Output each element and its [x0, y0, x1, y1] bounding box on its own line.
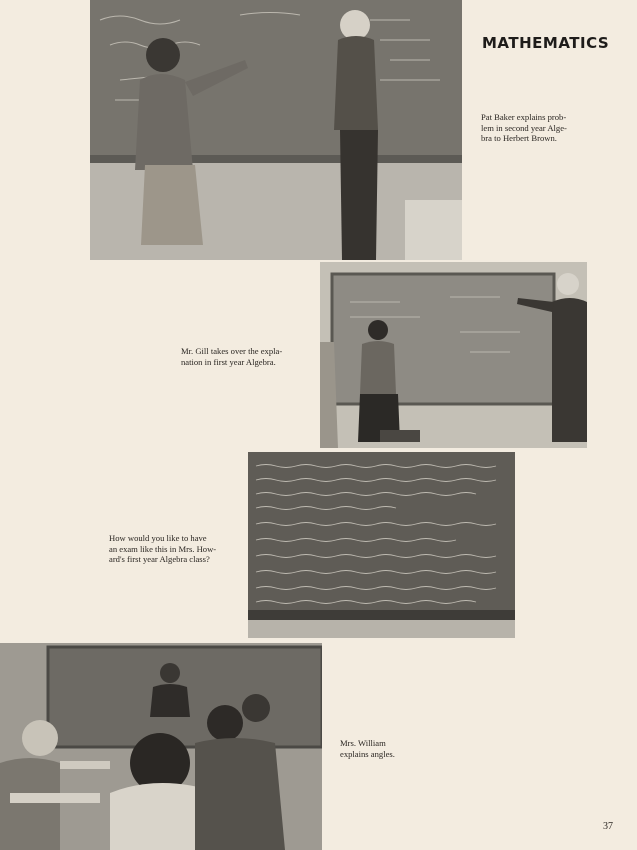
caption-photo1: Pat Baker explains prob- lem in second year Alge- bra to Herbert Brown.	[481, 112, 567, 144]
photo-mrs-william-class	[0, 643, 322, 850]
section-title: MATHEMATICS	[482, 34, 610, 52]
caption-photo2: Mr. Gill takes over the expla- nation in first year Algebra.	[181, 346, 283, 367]
page-number: 37	[603, 821, 613, 832]
photo-pat-baker-herbert-brown	[90, 0, 462, 260]
caption-photo4: Mrs. William explains angles.	[340, 738, 395, 759]
caption-photo3: How would you like to have an exam like this in Mrs. How- ard's first year Algebra class?	[109, 533, 217, 565]
photo-exam-blackboard	[248, 452, 515, 638]
photo-mr-gill	[320, 262, 587, 448]
